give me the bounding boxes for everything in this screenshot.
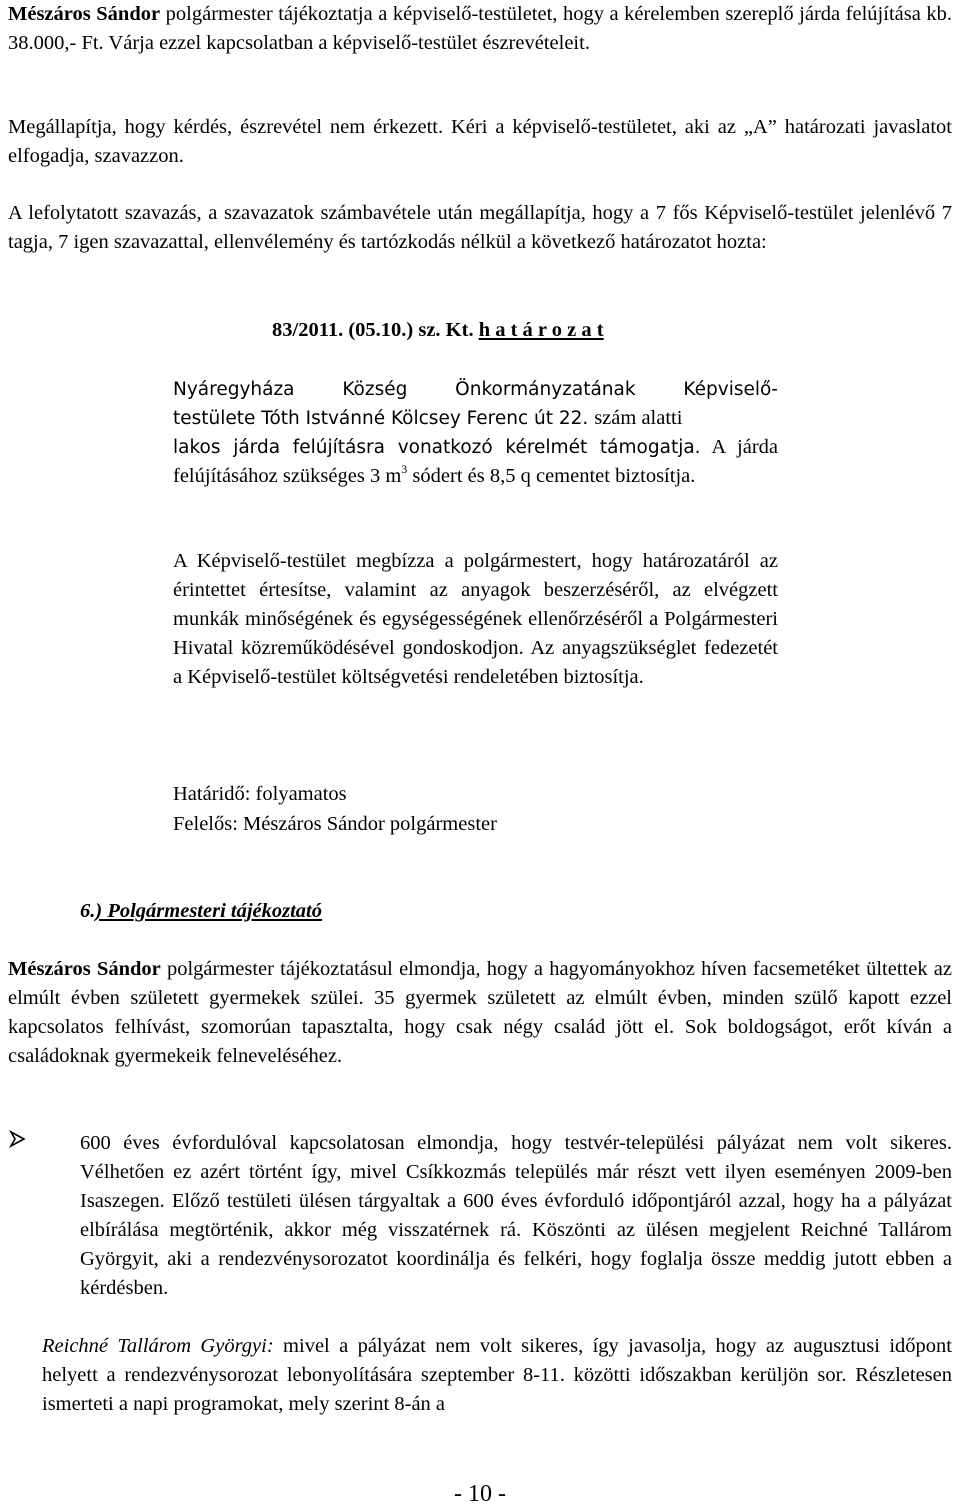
- paragraph-trees: [8, 955, 952, 1071]
- paragraph-reichne: [42, 1332, 952, 1419]
- paragraph-text: A lefolytatott szavazás, a szavazatok számbavétele után megállapítja, hogy a 7 fős Képviselő-testület jelenlévő 7 tagja, 7 igen szavazattal, ellenvélemény és tartózkodás nélkül a következő határozatot hozta:: [8, 202, 952, 253]
- speaker-name: Reichné Tallárom Györgyi:: [42, 1335, 274, 1357]
- paragraph-vote-result: [8, 199, 952, 257]
- paragraph-text: A Képviselő-testület megbízza a polgármestert, hogy határozatáról az érintettet értesítse, valamint az anyagok beszerzéséről, az elvégzett munkák minőségének és egységességének ellenőrzéséről a Polgármesteri Hivatal közreműködésével gondoskodjon. Az anyagszükséglet fedezetét a Képviselő-testület költségvetési rendeletében biztosítja.: [173, 550, 778, 688]
- resolution-body-line-1: Nyáregyháza Község Önkormányzatának Képviselő-: [173, 379, 778, 400]
- paragraph-vote-call: [8, 113, 952, 171]
- paragraph-text: polgármester tájékoztatja a képviselő-testületet, hogy a kérelemben szereplő járda felújítása kb. 38.000,- Ft. Várja ezzel kapcsolatban a képviselő-testület észrevételeit.: [8, 3, 952, 54]
- bullet-item: [0, 1129, 952, 1303]
- paragraph-text: polgármester tájékoztatásul elmondja, hogy a hagyományokhoz híven facsemetéket ültettek az elmúlt évben született gyermekek szülei. 35 gyermek született az elmúlt évben, minden szülő kapott ezzel kapcsolatos felhívást, szomorúan tapasztalta, hogy csak négy család jött el. Sok boldogságot, erőt kíván a családoknak gyermekeik felneveléséhez.: [8, 958, 952, 1067]
- bullet-text: 600 éves évfordulóval kapcsolatosan elmondja, hogy testvér-települési pályázat nem volt sikeres. Vélhetően ez azért történt így, mivel Csíkkozmás település már részt vett ilyen eseményen 2009-ben Isaszegen. Előző testületi ülésen tárgyaltak a 600 éves évforduló időpontjáról azzal, hogy ha a pályázat elbírálása megtörténik, akkor még visszatérnek rá. Köszönti az ülésen megjelent Reichné Tallárom Györgyit, aki a rendezvénysorozatot koordinálja és felkéri, hogy foglalja össze meddig jutott ebben a kérdésben.: [80, 1132, 952, 1299]
- section-number: 6.: [80, 900, 96, 922]
- paragraph-text: mivel a pályázat nem volt sikeres, így javasolja, hogy az augusztusi időpont helyett a rendezvénysorozat lebonyolítására szeptember 8-11. közötti időszakban kerüljön sor. Részletesen ismerteti a napi programokat, mely szerint 8-án a: [42, 1335, 952, 1415]
- resolution-deadline: Határidő: folyamatos: [173, 783, 347, 805]
- speaker-name: Mészáros Sándor: [8, 3, 161, 25]
- speaker-name: Mészáros Sándor: [8, 958, 161, 980]
- section-heading: [80, 897, 322, 926]
- arrow-bullet-icon: [8, 1129, 28, 1149]
- resolution-body-rest: lakos járda felújításra vonatkozó kérelmét támogatja. A járda felújításához szükséges 3 $m^3$ sódert és 8,5 q cementet biztosítja.: [173, 436, 779, 487]
- resolution-word: h a t á r o z a t: [478, 319, 604, 341]
- resolution-body-1: [173, 375, 778, 491]
- resolution-body-line-2: testülete Tóth Istvánné Kölcsey Ferenc út 22. szám alatti: [173, 407, 683, 429]
- section-title: ) Polgármesteri tájékoztató: [95, 900, 322, 922]
- resolution-body-2: [173, 547, 778, 692]
- resolution-responsible: Felelős: Mészáros Sándor polgármester: [173, 813, 497, 835]
- resolution-title: [272, 316, 604, 345]
- paragraph-text: Megállapítja, hogy kérdés, észrevétel nem érkezett. Kéri a képviselő-testületet, aki az „A” határozati javaslatot elfogadja, szavazzon.: [8, 116, 952, 167]
- resolution-number: 83/2011. (05.10.) sz. Kt.: [272, 319, 474, 341]
- paragraph-request-cost: [8, 0, 952, 58]
- superscript-cube: 3: [401, 462, 408, 476]
- page-number: - 10 -: [454, 1481, 506, 1507]
